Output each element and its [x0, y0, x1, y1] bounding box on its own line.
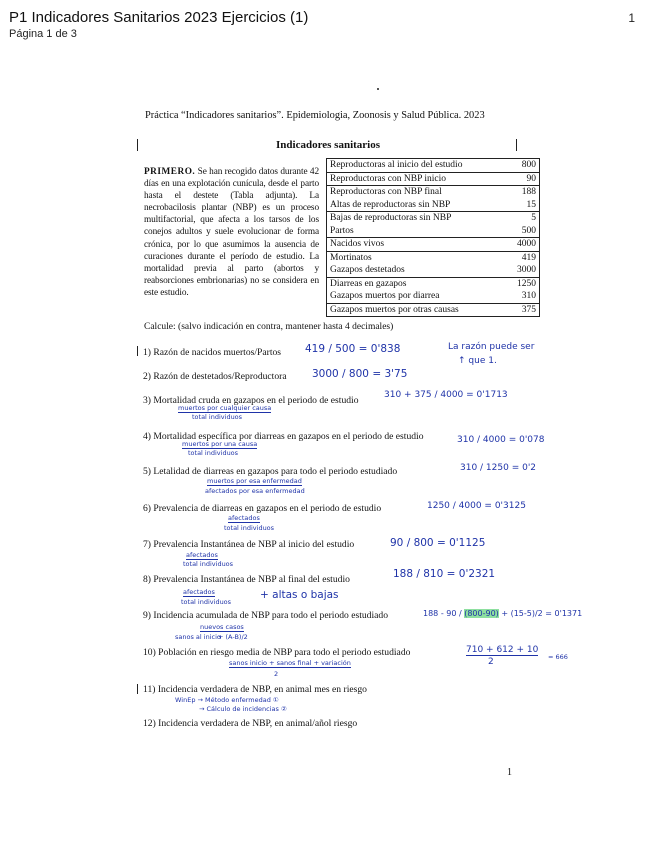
table-cell-label: Reproductoras con NBP final	[327, 186, 507, 199]
dot-mark	[377, 88, 379, 90]
table-cell-label: Mortinatos	[327, 251, 507, 264]
question-item: 3) Mortalidad cruda en gazapos en el periodo de estudio	[143, 395, 359, 406]
table-cell-value: 4000	[506, 238, 539, 252]
handwritten-answer-3: 310 + 375 / 4000 = 0'1713	[384, 390, 508, 400]
document-header: Práctica “Indicadores sanitarios”. Epidemiologia, Zoonosis y Salud Pública. 2023	[145, 110, 485, 121]
handwritten-note: + (A-B)/2	[218, 633, 248, 641]
handwritten-note: total individuos	[188, 449, 239, 457]
handwritten-note: muertos por una causa	[182, 440, 258, 448]
handwritten-note: afectados	[186, 551, 218, 559]
question-item: 1) Razón de nacidos muertos/Partos	[143, 347, 282, 358]
data-table	[326, 158, 540, 317]
handwritten-note: afectados	[228, 514, 260, 522]
margin-bar	[137, 346, 138, 356]
viewer-title: P1 Indicadores Sanitarios 2023 Ejercicios (1)	[9, 9, 309, 26]
table-cell-label: Partos	[330, 225, 354, 236]
calc-instruction: Calcule: (salvo indicación en contra, mantener hasta 4 decimales)	[144, 322, 394, 332]
table-cell-label: Gazapos muertos por diarrea	[330, 291, 440, 302]
table-row	[327, 159, 540, 173]
handwritten-answer-5: 310 / 1250 = 0'2	[460, 463, 537, 473]
table-row	[327, 172, 540, 186]
table-row	[327, 238, 540, 252]
table-row	[327, 186, 540, 199]
handwritten-note: muertos por cualquier causa	[178, 404, 272, 412]
table-row	[327, 212, 540, 225]
highlighted-term: (800-90)	[464, 609, 499, 618]
question-item: 5) Letalidad de diarreas en gazapos para todo el periodo estudiado	[143, 466, 398, 477]
section-title: Indicadores sanitarios	[276, 139, 381, 151]
handwritten-note: total individuos	[183, 560, 234, 568]
handwritten-answer-9	[423, 610, 582, 617]
handwritten-note: total individuos	[224, 524, 275, 532]
question-item: 4) Mortalidad específica por diarreas en gazapos en el periodo de estudio	[143, 431, 424, 442]
question-item: 12) Incidencia verdadera de NBP, en animal/añol riesgo	[143, 718, 358, 729]
table-cell-label: Reproductoras con NBP inicio	[327, 172, 507, 186]
answer-9-part: + (15-5)/2 = 0'1371	[498, 609, 583, 618]
table-cell-label: Diarreas en gazapos	[327, 277, 507, 290]
handwritten-note: nuevos casos	[200, 623, 244, 631]
margin-bar	[137, 139, 138, 151]
handwritten-note: afectados	[183, 588, 215, 596]
table-row	[327, 264, 540, 277]
question-item: 6) Prevalencia de diarreas en gazapos en el periodo de estudio	[143, 503, 382, 514]
table-cell-label: Gazapos destetados	[330, 265, 405, 276]
table-row	[327, 277, 540, 290]
table-cell-label: Altas de reproductoras sin NBP	[330, 199, 451, 210]
table-cell-label: Reproductoras al inicio del estudio	[330, 160, 463, 171]
handwritten-note: 2	[274, 670, 279, 678]
page-indicator: Página 1 de 3	[9, 28, 77, 40]
handwritten-answer-4: 310 / 4000 = 0'078	[457, 435, 545, 445]
table-cell-value: 188	[506, 186, 539, 199]
table-cell-value: 500	[521, 225, 536, 236]
question-item: 7) Prevalencia Instantánea de NBP al inicio del estudio	[143, 539, 355, 550]
handwritten-answer-6: 1250 / 4000 = 0'3125	[427, 501, 526, 511]
question-item: 9) Incidencia acumulada de NBP para todo el periodo estudiado	[143, 610, 389, 621]
table-cell-value: 310	[521, 291, 536, 302]
viewer-page-number: 1	[628, 11, 635, 25]
handwritten-answer-1: 419 / 500 = 0'838	[305, 343, 401, 355]
question-item: 11) Incidencia verdadera de NBP, en animal mes en riesgo	[143, 684, 367, 695]
table-cell-label: Gazapos muertos por otras causas	[327, 303, 507, 317]
document-page-number: 1	[507, 767, 512, 778]
handwritten-note: ↑ que 1.	[458, 356, 497, 366]
handwritten-answer-10: 710 + 612 + 10	[466, 645, 539, 655]
handwritten-note: total individuos	[181, 598, 232, 606]
handwritten-note: afectados por esa enfermedad	[205, 487, 305, 495]
handwritten-note: 2	[488, 657, 494, 667]
intro-bold: PRIMERO.	[144, 167, 196, 177]
intro-paragraph	[144, 166, 319, 299]
question-item: 8) Prevalencia Instantánea de NBP al final del estudio	[143, 574, 350, 585]
table-row	[327, 199, 540, 212]
margin-bar	[137, 684, 138, 694]
table-cell-label: Bajas de reproductoras sin NBP	[327, 212, 507, 225]
question-item: 2) Razón de destetados/Reproductora	[143, 371, 287, 382]
table-cell-value: 3000	[517, 265, 536, 276]
question-item: 10) Población en riesgo media de NBP para todo el periodo estudiado	[143, 647, 411, 658]
table-cell-label: Nacidos vivos	[327, 238, 507, 252]
answer-9-part: 188 - 90 /	[423, 609, 465, 618]
handwritten-answer-8: 188 / 810 = 0'2321	[393, 568, 496, 580]
table-cell-value: 5	[506, 212, 539, 225]
handwritten-note: La razón puede ser	[448, 342, 535, 352]
table-cell-value: 15	[526, 199, 536, 210]
table-cell-value: 419	[506, 251, 539, 264]
handwritten-note: sanos inicio + sanos final + variación	[229, 659, 351, 667]
handwritten-answer-2: 3000 / 800 = 3'75	[312, 368, 408, 380]
handwritten-note: muertos por esa enfermedad	[207, 477, 302, 485]
margin-bar	[516, 139, 517, 151]
handwritten-note: = 666	[548, 653, 568, 661]
table-row	[327, 290, 540, 303]
table-cell-value: 90	[506, 172, 539, 186]
handwritten-note: + altas o bajas	[260, 589, 339, 601]
table-row	[327, 303, 540, 317]
table-cell-value: 1250	[506, 277, 539, 290]
intro-text: Se han recogido datos durante 42 días en una explotación cunícula, desde el parto hasta el destete (Tabla adjunta). La necrobacilosis plantar (NBP) es un proceso multifactorial, que afecta a los tarsos de los conejos adultos y suele evolucionar de forma crónica, por lo que asumimos la ausencia de curaciones durante el período de estudio. La mortalidad previa al parto (abortos y reabsorciones embrionarias) no se considera en este estudio.	[144, 167, 319, 298]
table-cell-value: 375	[506, 303, 539, 317]
table-row	[327, 251, 540, 264]
table-row	[327, 225, 540, 238]
handwritten-note: sanos al inicio	[175, 633, 221, 641]
handwritten-note: WinEp → Método enfermedad ①	[175, 696, 279, 704]
table-cell-value: 800	[521, 160, 536, 171]
handwritten-note: total individuos	[192, 413, 243, 421]
handwritten-answer-7: 90 / 800 = 0'1125	[390, 537, 486, 549]
handwritten-note: → Cálculo de incidencias ②	[199, 705, 287, 713]
